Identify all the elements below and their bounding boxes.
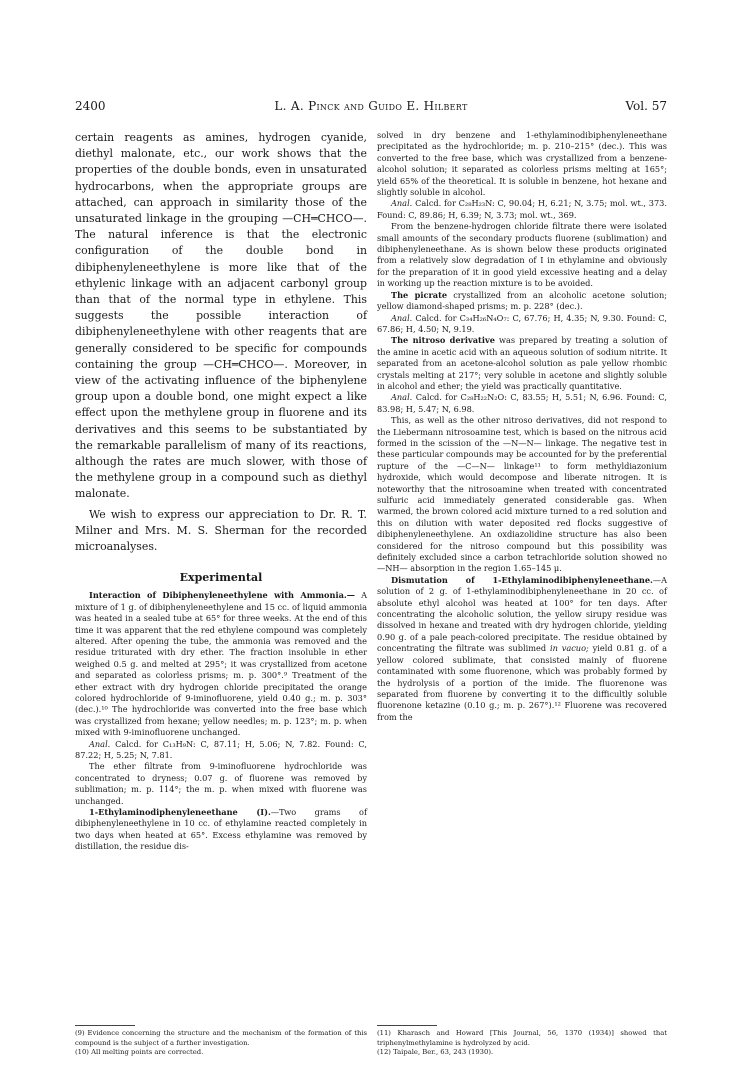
nitroso-paragraph xyxy=(377,335,667,392)
analysis-2-text: Calcd. for C₂₈H₂₃N: C, 90.04; H, 6.21; N, 3.75; mol. wt., 373. Found: C, 89.86; H, 6.39; N, 3.73; mol. wt., 369. xyxy=(377,198,667,220)
analysis-3 xyxy=(377,313,667,336)
dismutation-paragraph xyxy=(377,575,667,723)
ammonia-paragraph xyxy=(75,590,367,738)
ethylamino-text: —Two grams of dibiphenyleneethylene in 10 cc. of ethylamine reacted completely in two days when heated at 65°. Excess ethylamine was removed by distillation, the residue dis- xyxy=(75,807,367,852)
analysis-2 xyxy=(377,198,667,221)
filtrate-paragraph: From the benzene-hydrogen chloride filtrate there were isolated small amounts of the secondary products fluorene (sublimation) and dibiphenyleneethane. As is shown below these products originated from a relatively slow degradation of I in ethylamine and obviously for the preparation of it in good yield excessive heating and a delay in working up the reaction mixture is to be avoided. xyxy=(377,221,667,289)
analysis-4-label: Anal. xyxy=(391,392,413,403)
right-column xyxy=(377,130,667,723)
dismutation-title: Dismutation of 1-Ethylaminodibiphenyleneethane. xyxy=(391,574,653,585)
page-number: 2400 xyxy=(75,99,106,113)
dismutation-text: —A solution of 2 g. of 1-ethylaminodibiphenyleneethane in 20 cc. of absolute ethyl alcohol was heated at 100° for ten days. After concentrating the alcoholic solution, the yellow sirupy residue was dissolved in hexane and treated with dry hydrogen chloride, yielding 0.90 g. of a pale peach-colored precipitate. The residue obtained by concentrating the filtrate was sublimed xyxy=(377,574,667,654)
footnote-9: (9) Evidence concerning the structure and the mechanism of the formation of this compound is the subject of a further investigation. xyxy=(75,1029,367,1047)
nitroso-title: The nitroso derivative xyxy=(391,335,495,346)
footnotes-right xyxy=(377,1022,667,1058)
nitroso-test-paragraph: This, as well as the other nitroso derivatives, did not respond to the Liebermann nitrosoamine test, which is based on the nitrous acid formed in the scission of the —N—N— linkage. The negative test in these particular compounds may be accounted for by the preferential rupture of the —C—N— linkage¹¹ to form methyldiazonium hydroxide, which would decompose and liberate nitrogen. It is noteworthy that the nitrosoamine when treated with concentrated sulfuric acid immediately generated considerable gas. When warmed, the brown colored acid mixture turned to a red solution and this on dilution with water deposited red flocks suggestive of dibiphenyleneethylene. An oxdiazolidine structure has also been considered for the nitroso compound but this possibility was definitely excluded since a carbon tetrachloride solution showed no —NH— absorption in the region 1.65–145 μ. xyxy=(377,415,667,574)
analysis-2-label: Anal. xyxy=(391,198,413,209)
ether-filtrate-paragraph: The ether filtrate from 9-iminofluorene hydrochloride was concentrated to dryness; 0.07 g. of fluorene was removed by sublimation; m. p. 114°; the m. p. when mixed with fluorene was unchanged. xyxy=(75,761,367,806)
acknowledgment-paragraph: We wish to express our appreciation to Dr. R. T. Milner and Mrs. M. S. Sherman for the recorded microanalyses. xyxy=(75,507,367,554)
analysis-1-label: Anal. xyxy=(89,738,111,749)
footnotes-left xyxy=(75,1022,367,1058)
footnote-10: (10) All melting points are corrected. xyxy=(75,1048,204,1057)
analysis-4-text: Calcd. for C₂₈H₂₂N₂O: C, 83.55; H, 5.51; N, 6.96. Found: C, 83.98; H, 5.47; N, 6.98. xyxy=(377,392,668,414)
footnote-rule xyxy=(75,1025,135,1026)
in-vacuo-text: in vacuo; xyxy=(549,643,589,654)
volume-label: Vol. 57 xyxy=(625,99,667,113)
analysis-1 xyxy=(75,739,367,762)
ethylamino-paragraph xyxy=(75,807,367,853)
analysis-3-label: Anal. xyxy=(391,312,413,323)
picrate-title: The picrate xyxy=(391,289,448,300)
continued-paragraph: solved in dry benzene and 1-ethylaminodibiphenyleneethane precipitated as the hydrochloride; m. p. 210–215° (dec.). This was converted to the free base, which was crystallized from a benzene-alcohol solution; it separated as colorless prisms melting at 165°; yield 65% of the theoretical. It is soluble in benzene, hot hexane and slightly soluble in alcohol. xyxy=(377,130,667,198)
running-title-authors: L. A. Pinck and Guido E. Hilbert xyxy=(274,99,468,113)
nitroso-text: was prepared by treating a solution of the amine in acetic acid with an aqueous solution of sodium nitrite. It separated from an acetone-alcohol solution as pale yellow rhombic crystals melting at 217°; very soluble in acetone and slightly soluble in alcohol and ether; the yield was practically quantitative. xyxy=(377,335,668,391)
discussion-paragraph: certain reagents as amines, hydrogen cyanide, diethyl malonate, etc., our work shows that the properties of the double bonds, even in unsaturated hydrocarbons, when the appropriate groups are attached, can approach in similarity those of the unsaturated linkage in the grouping —CH═CHCO—. The natural inference is that the electronic configuration of the double bond in dibiphenyleneethylene is more like that of the ethylenic linkage with an adjacent carbonyl group than that of the normal type in ethylene. This suggests the possible interaction of dibiphenyleneethylene with other reagents that are generally considered to be specific for compounds containing the group —CH═CHCO—. Moreover, in view of the activating influence of the biphenylene group upon a double bond, one might expect a like effect upon the methylene group in fluorene and its derivatives and this seems to be substantiated by the remarkable parallelism of many of its reactions, although the rates are much slower, with those of the methylene group in a compound such as diethyl malonate. xyxy=(75,131,367,501)
ammonia-title: Interaction of Dibiphenyleneethylene with Ammonia.— xyxy=(89,590,355,601)
analysis-4 xyxy=(377,392,667,415)
ammonia-text: A mixture of 1 g. of dibiphenyleneethylene and 15 cc. of liquid ammonia was heated in a sealed tube at 65° for three weeks. At the end of this time it was apparent that the red ethylene compound was completely altered. After opening the tube, the ammonia was removed and the residue triturated with dry ether. The fraction insoluble in ether weighed 0.5 g. and melted at 295°; it was crystallized from acetone and separated as colorless prisms; m. p. 300°.⁹ Treatment of the ether extract with dry hydrogen chloride precipitated the orange colored hydrochloride of 9-iminofluorene, yield 0.40 g.; m. p. 303° (dec.).¹⁰ The hydrochloride was converted into the free base which was crystallized from hexane; yellow needles; m. p. 123°; m. p. when mixed with 9-iminofluorene unchanged. xyxy=(75,590,367,738)
analysis-1-text: Calcd. for C₁₃H₉N: C, 87.11; H, 5.06; N, 7.82. Found: C, 87.22; H, 5.25; N, 7.81. xyxy=(75,738,367,760)
experimental-heading: Experimental xyxy=(179,571,263,585)
picrate-text: crystallized from an alcoholic acetone solution; yellow diamond-shaped prisms; m. p. 228° (dec.). xyxy=(377,289,668,312)
footnote-12: (12) Taipale, Ber., 63, 243 (1930). xyxy=(377,1048,494,1057)
analysis-3-text: Calcd. for C₃₄H₂₆N₄O₇: C, 67.76; H, 4.35; N, 9.30. Found: C, 67.86; H, 4.50; N, 9.19. xyxy=(377,312,668,334)
footnote-rule xyxy=(377,1025,437,1026)
left-column xyxy=(75,130,367,853)
dismutation-text-2: yield 0.81 g. of a yellow colored sublimate, that consisted mainly of fluorene contaminated with some fluorenone, which was probably formed by the hydrolysis of a portion of the imide. The fluorenone was separated from fluorene by converting it to the difficultly soluble fluorenone ketazine (0.10 g.; m. p. 267°).¹² Fluorene was recovered from the xyxy=(377,643,667,722)
picrate-paragraph xyxy=(377,290,667,313)
running-header xyxy=(75,98,667,114)
ethylamino-title: 1-Ethylaminodiphenyleneethane (I). xyxy=(89,807,271,817)
footnote-11: (11) Kharasch and Howard [This Journal, 56, 1370 (1934)] showed that triphenylmethylamine is hydrolyzed by acid. xyxy=(377,1029,667,1047)
